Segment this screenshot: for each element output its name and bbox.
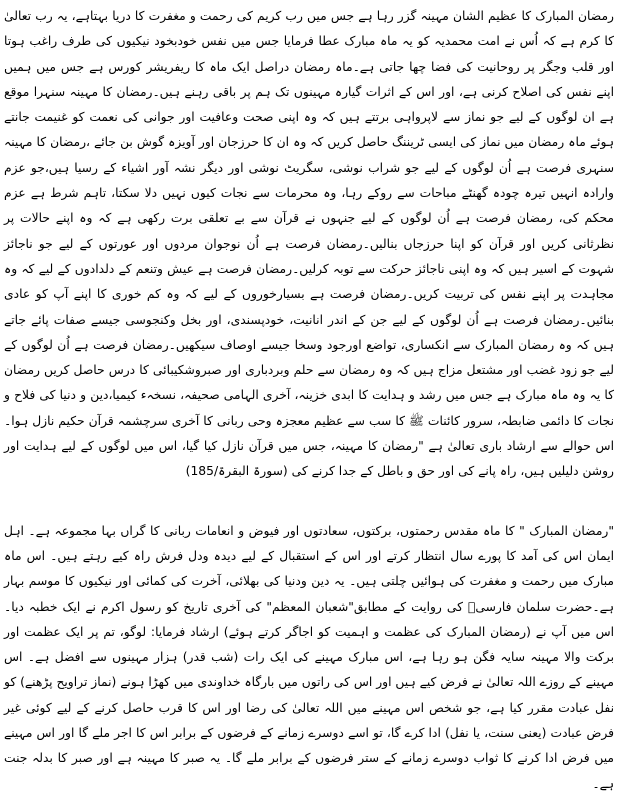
article-paragraph-ramadan-opportunity: رمضان المبارک کا عظیم الشان مہینہ گزر رہا ہے جس میں رب کریم کی رحمت و مغفرت کا دریا بہتاہے، یہ رب تعالیٰ کا کرم ہے کہ اُس نے امت محمدیہ کو یہ ماہ مبارک عطا فرمایا جس میں نفس خودبخود نیکیوں کی طرف راغب ہوتا اور قلب وجگر پر روحانیت کی فضا چھا جاتی ہے۔ماہ رمضان دراصل ایک ماہ کا ریفریشر کورس ہے جس میں ہمیں اپنے نفس کی اصلاح کرنی ہے، اور اس کے اثرات گیارہ مہینوں تک ہم پر باقی رہنے ہیں۔رمضان کا مہینہ سنہرا موقع ہے ان لوگوں کے لیے جو نماز سے لاپرواہی برتتے ہیں کہ وہ اپنی صحت وعافیت اور جوانی کی نعمت کو غنیمت جانتے ہوئے ماہ رمضان میں نماز کی ایسی ٹریننگ حاصل کریں کہ وہ ان کا حرزجان اور آویزہ گوش بن جائے ،رمضان کا مہینہ سنہری فرصت ہے اُن لوگوں کے لیے جو شراب نوشی، سگریٹ نوشی اور دیگر نشہ آور اشیاء کے رسیا ہیں،جو عزم وارادہ انہیں تیرہ چودہ گھنٹے مباحات سے روکے رہا، وہ محرمات سے نجات کیوں نہیں دلا سکتا، تاہم شرط ہے عزم محکم کی، رمضان فرصت ہے اُن لوگوں کے لیے جنہوں نے قرآن سے بے تعلقی برت رکھی ہے کہ وہ اپنے حالات پر نظرثانی کریں اور قرآن کو اپنا حرزجاں بنالیں۔رمضان فرصت ہے اُن نوجوان مردوں اور عورتوں کے لیے جو ناجائز شہوت کے اسیر ہیں کہ وہ اپنی ناجائز حرکت سے توبہ کرلیں۔رمضان فرصت ہے عیش وتنعم کے دلدادوں کے لیے کہ وہ مجاہدت پر اپنے نفس کی تربیت کریں۔رمضان فرصت ہے بسیارخوروں کے لیے کہ وہ کم خوری کا اپنے آپ کو عادی بنائیں۔رمضان فرصت ہے اُن لوگوں کے لیے جن کے اندر انانیت، خودپسندی، اور بخل وکنجوسی جیسے صفات پائے جاتے ہیں کہ وہ رمضان المبارک سے انکساری، تواضع اورجود وسخا جیسے اوصاف سیکھیں۔رمضان فرصت ہے اُن لوگوں کے لیے جو زود غضب اور مشتعل مزاج ہیں کہ وہ رمضان سے حلم وبردباری اور صبروشکیبائی کا درس حاصل کریں رمضان کا یہ وہ ماہ مبارک ہے جس میں رشد و ہدایت کا ابدی خزینہ، آخری الہامی صحیفہ، نسخہء کیمیا،دین و دنیا کی فلاح و نجات کا دائمی ضابطہ، سرور کائنات ﷺ کا سب سے عظیم معجزہ وحی ربانی کا آخری سرچشمہ قرآن حکیم نازل ہوا۔ اس حوالے سے ارشاد باری تعالیٰ ہے "رمضان کا مہینہ، جس میں قرآن نازل کیا گیا، اس میں لوگوں کے لیے ہدایت اور روشن دلیلیں ہیں، راہ پانے کی اور حق و باطل کے جدا کرنے کی (سورۃ البقرۃ/185) xyxy=(4,9,614,479)
paragraph-spacer xyxy=(4,485,614,519)
article-paragraph-ramadan-blessings: "رمضان المبارک " کا ماہ مقدس رحمتوں، برکتوں، سعادتوں اور فیوض و انعامات ربانی کا گراں بہا مجموعہ ہے۔ اہل ایمان اس کی آمد کا پورے سال انتظار کرتے اور اس کے استقبال کے لیے دیدہ ودل فرش راہ کیے رہتے ہیں۔ اس ماہ مبارک میں رحمت و مغفرت کی ہوائیں چلتی ہیں۔ یہ دین ودنیا کی بھلائی، آخرت کی کمائی اور نیکیوں کا موسم بہار ہے۔حضرت سلمان فارسیؓ کی روایت کے مطابق"شعبان المعظم" کی آخری تاریخ کو رسول اکرم نے ایک خطبہ دیا۔ اس میں آپ نے (رمضان المبارک کی عظمت و اہمیت کو اجاگر کرتے ہوئے) ارشاد فرمایا: لوگو، تم پر ایک عظمت اور برکت والا مہینہ سایہ فگن ہو رہا ہے، اس مبارک مہینے کی ایک رات (شب قدر) ہزار مہینوں سے افضل ہے۔ اس مہینے کے روزے اللہ تعالیٰ نے فرض کیے ہیں اور اس کی راتوں میں بارگاہ خداوندی میں کھڑا ہونے (نماز تراویح پڑھنے) کو نفل عبادت مقرر کیا ہے، جو شخص اس مہینے میں اللہ تعالیٰ کی رضا اور اس کا قرب حاصل کرنے کے لیے کوئی غیر فرض عبادت (یعنی سنت، یا نفل) ادا کرے گا، تو اسے دوسرے زمانے کے فرضوں کے برابر اس کا اجر ملے گا اور اس مہینے میں فرض ادا کرنے کا ثواب دوسرے زمانے کے ستر فرضوں کے برابر ملے گا۔ یہ صبر کا مہینہ ہے اور صبر کا بدلہ جنت ہے۔ xyxy=(4,523,614,791)
